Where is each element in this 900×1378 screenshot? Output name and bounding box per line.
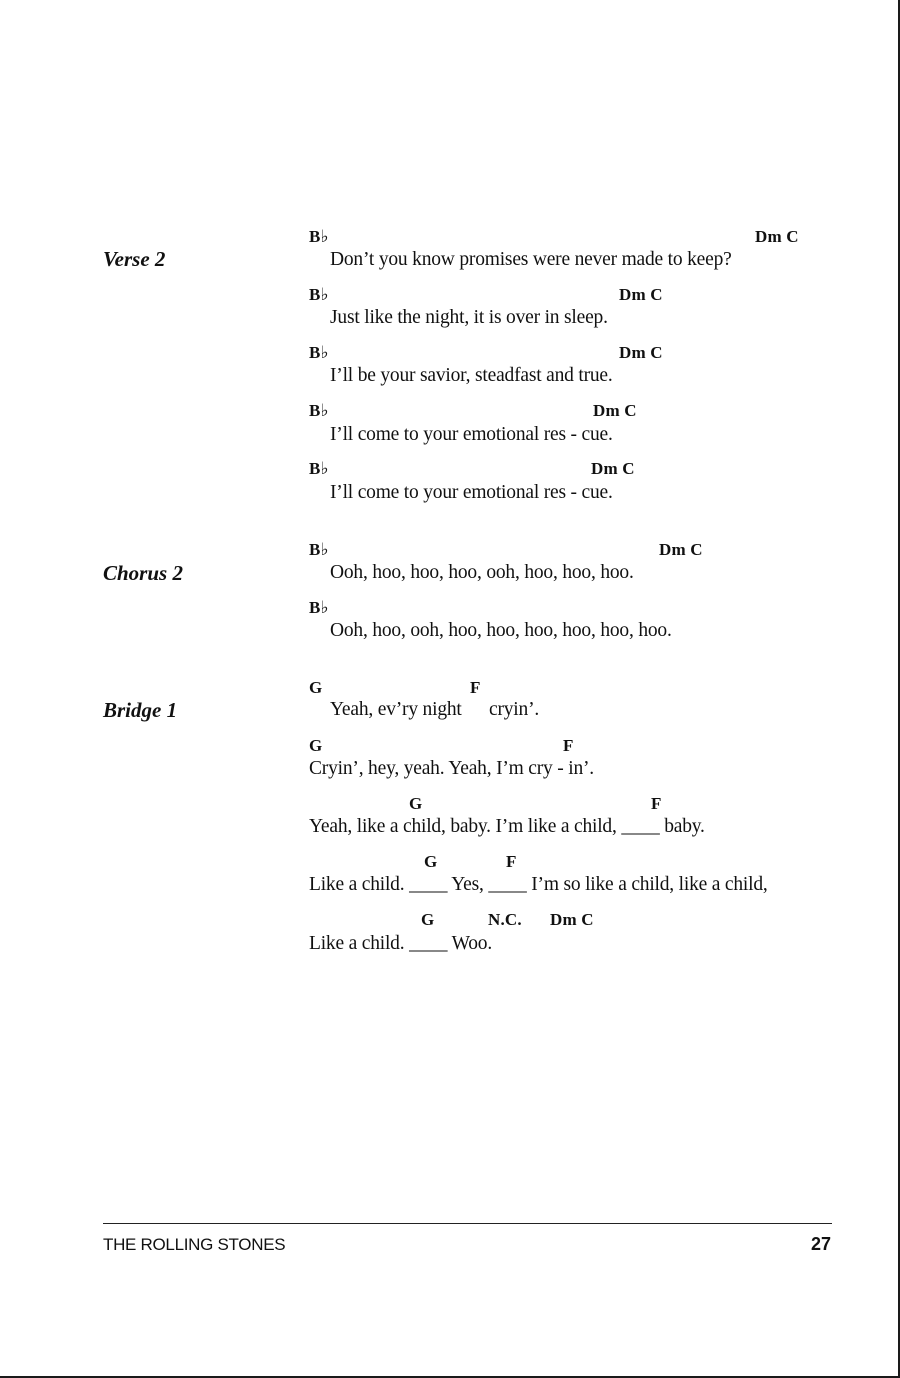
section-label-chorus-2: Chorus 2 — [103, 561, 183, 585]
chord: Dm C — [659, 540, 703, 559]
chord: B♭ — [309, 401, 329, 420]
lyric-line: Like a child. ____ Woo. — [309, 933, 493, 954]
chord: Dm C — [755, 227, 799, 246]
chord: G — [309, 678, 323, 697]
lyric-line: Ooh, hoo, hoo, hoo, ooh, hoo, hoo, hoo. — [330, 562, 634, 583]
lyric-line: I’ll come to your emotional res - cue. — [330, 482, 613, 503]
chord: B♭ — [309, 540, 329, 559]
chord: G — [424, 852, 438, 871]
chord: Dm C — [550, 910, 594, 929]
chord: F — [651, 794, 662, 813]
lyric-line: Yeah, like a child, baby. I’m like a child, ____ baby. — [309, 816, 705, 837]
lyric-line: Cryin’, hey, yeah. Yeah, I’m cry - in’. — [309, 758, 594, 779]
chord: Dm C — [619, 285, 663, 304]
chord: F — [470, 678, 481, 697]
chord: Dm C — [619, 343, 663, 362]
section-label-bridge-1: Bridge 1 — [103, 698, 178, 722]
page-number: 27 — [810, 1234, 831, 1254]
chord: G — [409, 794, 423, 813]
lyric-line: Yeah, ev’ry night — [330, 699, 462, 720]
footer-book-title: THE ROLLING STONES — [103, 1235, 286, 1254]
chord: B♭ — [309, 285, 329, 304]
lyric-line: Just like the night, it is over in sleep. — [330, 307, 608, 328]
lyric-line: I’ll come to your emotional res - cue. — [330, 424, 613, 445]
chord: B♭ — [309, 598, 329, 617]
chord: G — [309, 736, 323, 755]
chord: G — [421, 910, 435, 929]
footer-divider — [103, 1223, 832, 1224]
chord: B♭ — [309, 227, 329, 246]
chord: N.C. — [488, 910, 522, 929]
chord: B♭ — [309, 459, 329, 478]
lyric-line: Ooh, hoo, ooh, hoo, hoo, hoo, hoo, hoo, hoo. — [330, 620, 672, 641]
lyric-line: Like a child. ____ Yes, ____ I’m so like a child, like a child, — [309, 874, 768, 895]
lyric-line: cryin’. — [489, 699, 540, 720]
chord: Dm C — [591, 459, 635, 478]
chord: F — [506, 852, 517, 871]
lyric-line: I’ll be your savior, steadfast and true. — [330, 365, 613, 386]
chord: F — [563, 736, 574, 755]
chord: B♭ — [309, 343, 329, 362]
lyric-line: Don’t you know promises were never made to keep? — [330, 249, 732, 270]
chord: Dm C — [593, 401, 637, 420]
section-label-verse-2: Verse 2 — [103, 247, 166, 271]
